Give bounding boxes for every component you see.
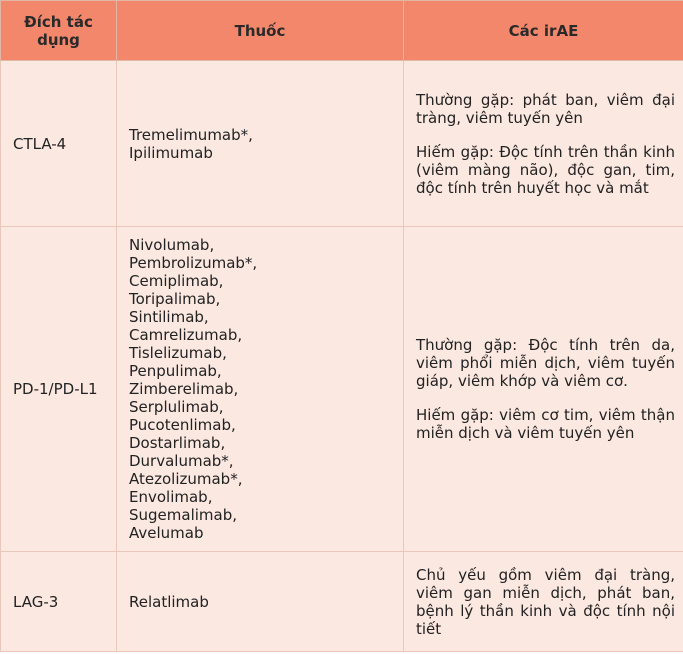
drug-name: Durvalumab*, [129, 452, 234, 470]
drug-name: Relatlimab [129, 592, 209, 611]
irae-common: Thường gặp: phát ban, viêm đại tràng, viêm tuyến yên [416, 90, 675, 127]
drug-name: Atezolizumab*, [129, 470, 243, 488]
irae-rare: Hiếm gặp: viêm cơ tim, viêm thận miễn dịch và viêm tuyến yên [416, 406, 675, 442]
header-target: Đích tác dụng [1, 1, 117, 61]
irae-cell [404, 552, 683, 652]
drug-name: Sugemalimab, [129, 506, 238, 524]
irae-rare: Hiếm gặp: Độc tính trên thần kinh (viêm màng não), độc gan, tim, độc tính trên huyết học và mắt [416, 142, 675, 197]
drug-name: Zimberelimab, [129, 380, 239, 398]
drug-name: Camrelizumab, [129, 326, 243, 344]
drug-name: Nivolumab, [129, 236, 215, 254]
drug-name: Pucotenlimab, [129, 416, 236, 434]
header-drug: Thuốc [117, 1, 404, 61]
irae-common: Thường gặp: Độc tính trên da, viêm phổi miễn dịch, viêm tuyến giáp, viêm khớp và viêm cơ. [416, 336, 675, 390]
drug-name: Pembrolizumab*, [129, 254, 258, 272]
target-cell: PD-1/PD-L1 [1, 227, 117, 552]
drugs-cell [117, 227, 404, 552]
drug-name: Penpulimab, [129, 362, 222, 380]
drug-name: Toripalimab, [129, 290, 221, 308]
drug-name: Avelumab [129, 524, 204, 542]
drug-name: Cemiplimab, [129, 272, 224, 290]
drug-name: Serplulimab, [129, 398, 224, 416]
drugs-cell [117, 552, 404, 652]
table-row [1, 552, 683, 652]
drug-name: Tremelimumab*, [129, 125, 253, 144]
table-row [1, 227, 683, 552]
irae-common: Chủ yếu gồm viêm đại tràng, viêm gan miễn dịch, phát ban, bệnh lý thần kinh và độc tính nội tiết [416, 565, 675, 638]
drug-name: Tislelizumab, [129, 344, 227, 362]
table-row [1, 61, 683, 227]
drugs-cell [117, 61, 404, 227]
drug-name: Envolimab, [129, 488, 213, 506]
drug-name: Sintilimab, [129, 308, 209, 326]
target-cell: CTLA-4 [1, 61, 117, 227]
header-irae: Các irAE [404, 1, 683, 61]
header-row [1, 1, 683, 61]
irae-cell [404, 61, 683, 227]
target-cell: LAG-3 [1, 552, 117, 652]
drug-name: Ipilimumab [129, 143, 213, 162]
drug-name: Dostarlimab, [129, 434, 226, 452]
irae-cell [404, 227, 683, 552]
